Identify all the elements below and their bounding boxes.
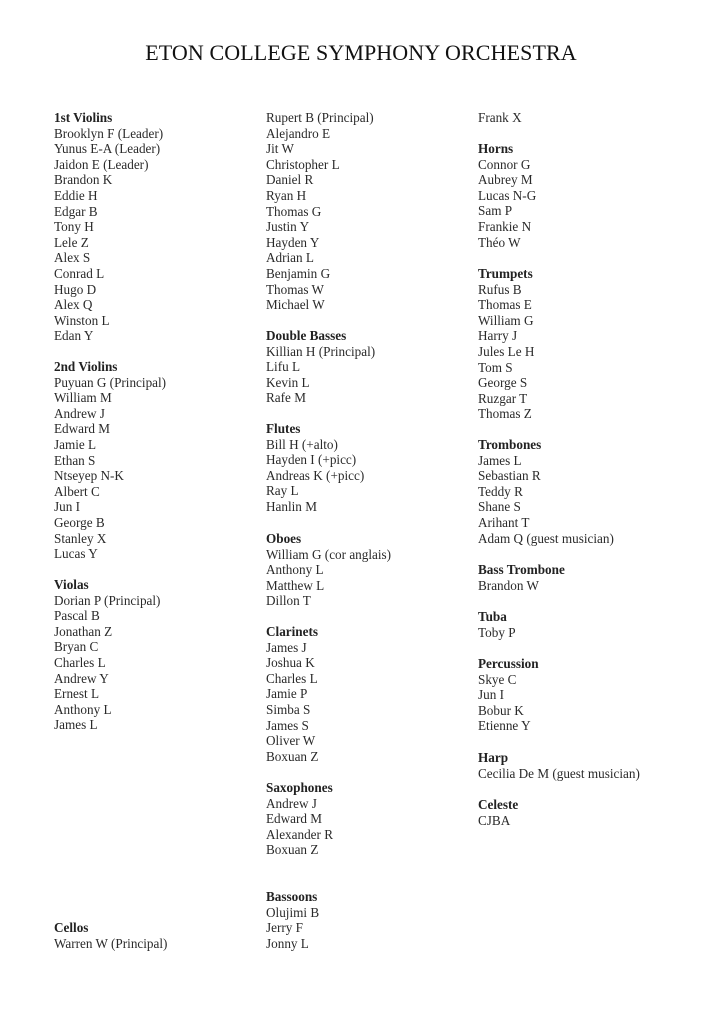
member-name: Teddy R	[478, 483, 523, 499]
member-name: Rupert B (Principal)	[266, 110, 374, 125]
member-name: Ntseyep N-K	[54, 468, 124, 484]
member-name: Ethan S	[54, 452, 96, 468]
member-name: Oliver W	[266, 733, 316, 749]
member-name: Aubrey M	[478, 172, 533, 188]
member-name: Alejandro E	[266, 125, 331, 141]
section-double-basses	[266, 328, 375, 406]
section-heading: Clarinets	[266, 624, 319, 639]
member-name: Christopher L	[266, 156, 340, 172]
member-name: Matthew L	[266, 577, 325, 593]
section-tuba	[478, 609, 516, 640]
section-bassoons	[266, 889, 319, 951]
section-heading: 2nd Violins	[54, 359, 118, 374]
member-name: Alex S	[54, 250, 91, 266]
member-name: Warren W (Principal)	[54, 935, 168, 951]
section-trombones	[478, 437, 614, 546]
member-name: Théo W	[478, 234, 521, 250]
member-name: Thomas W	[266, 281, 324, 297]
member-name: Brooklyn F (Leader)	[54, 125, 164, 141]
member-name: Brandon K	[54, 172, 113, 188]
member-name: Thomas Z	[478, 406, 532, 422]
section-heading: Celeste	[478, 797, 519, 812]
section-harp	[478, 750, 640, 781]
member-name: George S	[478, 375, 528, 391]
section-clarinets	[266, 624, 318, 764]
member-name: Frankie N	[478, 218, 532, 234]
section-horns	[478, 141, 536, 250]
member-name: Jaidon E (Leader)	[54, 156, 149, 172]
member-name: Edward M	[266, 811, 323, 827]
member-name: Andrew J	[54, 405, 105, 421]
member-name: Thomas G	[266, 203, 322, 219]
member-name: Tom S	[478, 359, 513, 375]
member-name: Justin Y	[266, 219, 310, 235]
section-celeste	[478, 797, 518, 828]
member-name: Olujimi B	[266, 904, 320, 920]
member-name: Jun I	[478, 687, 505, 703]
member-name: Ryan H	[266, 187, 307, 203]
member-name: Anthony L	[266, 562, 324, 578]
section-heading: Trumpets	[478, 266, 533, 281]
member-name: Jun I	[54, 499, 81, 515]
member-name: Charles L	[266, 670, 318, 686]
member-name: Rufus B	[478, 281, 522, 297]
member-name: Jonny L	[266, 935, 309, 951]
member-name: Ernest L	[54, 686, 100, 702]
member-name: Connor G	[478, 156, 531, 172]
member-name: Jerry F	[266, 920, 303, 936]
section-first-violins	[54, 110, 163, 344]
member-name: Arihant T	[478, 514, 530, 530]
member-name: Shane S	[478, 499, 521, 515]
member-name: Edan Y	[54, 328, 94, 344]
member-name: Killian H (Principal)	[266, 343, 376, 359]
member-name: Conrad L	[54, 265, 105, 281]
member-name: James L	[478, 452, 522, 468]
member-name: Edward M	[54, 421, 111, 437]
section-heading: Trombones	[478, 437, 542, 452]
member-name: Michael W	[266, 297, 325, 313]
member-name: Hayden I (+picc)	[266, 452, 357, 468]
section-oboes	[266, 531, 391, 609]
member-name: Bill H (+alto)	[266, 436, 338, 452]
section-heading: Horns	[478, 141, 514, 156]
section-heading: Double Basses	[266, 328, 347, 343]
member-name: Boxuan Z	[266, 842, 319, 858]
member-name: James S	[266, 717, 309, 733]
member-name: Lucas Y	[54, 546, 98, 562]
section-second-violins	[54, 359, 166, 562]
member-name: Hanlin M	[266, 498, 317, 514]
member-name: James L	[54, 717, 98, 733]
section-heading: Flutes	[266, 421, 301, 436]
section-heading: 1st Violins	[54, 110, 113, 125]
member-name: William G (cor anglais)	[266, 546, 392, 562]
member-name: Stanley X	[54, 530, 107, 546]
section-heading: Bass Trombone	[478, 562, 565, 577]
member-name: Lifu L	[266, 359, 301, 375]
member-name: Ruzgar T	[478, 390, 528, 406]
member-name: Winston L	[54, 312, 110, 328]
member-name: Bryan C	[54, 639, 99, 655]
member-name: Lucas N-G	[478, 187, 537, 203]
section-heading: Percussion	[478, 656, 539, 671]
member-name: Dillon T	[266, 593, 311, 609]
section-heading: Tuba	[478, 609, 507, 624]
member-name: Yunus E-A (Leader)	[54, 141, 161, 157]
member-name: Hugo D	[54, 281, 97, 297]
section-cellos	[54, 920, 167, 951]
member-name: CJBA	[478, 812, 511, 828]
member-name: Sebastian R	[478, 468, 541, 484]
section-cellos-continued	[266, 110, 374, 313]
member-name: Edgar B	[54, 203, 98, 219]
member-name: Thomas E	[478, 297, 532, 313]
member-name: Skye C	[478, 671, 517, 687]
member-name: George B	[54, 514, 105, 530]
member-name: Andrew J	[266, 795, 317, 811]
section-percussion	[478, 656, 539, 734]
member-name: Sam P	[478, 203, 513, 219]
member-name: Jonathan Z	[54, 623, 113, 639]
member-name: Pascal B	[54, 608, 100, 624]
member-name: Puyuan G (Principal)	[54, 374, 167, 390]
member-name: Joshua K	[266, 655, 315, 671]
member-name: Adrian L	[266, 250, 314, 266]
section-heading: Bassoons	[266, 889, 318, 904]
member-name: Ray L	[266, 483, 299, 499]
section-bassoons-continued	[478, 110, 522, 126]
member-name: Alex Q	[54, 297, 93, 313]
member-name: Simba S	[266, 701, 311, 717]
member-name: Eddie H	[54, 187, 98, 203]
section-violas	[54, 577, 160, 733]
member-name: Andreas K (+picc)	[266, 467, 365, 483]
member-name: Cecilia De M (guest musician)	[478, 765, 640, 781]
member-name: Boxuan Z	[266, 748, 319, 764]
section-bass-trombone	[478, 562, 565, 593]
member-name: Jules Le H	[478, 343, 535, 359]
member-name: Albert C	[54, 483, 100, 499]
member-name: Etienne Y	[478, 718, 531, 734]
member-name: Andrew Y	[54, 670, 109, 686]
member-name: Jamie P	[266, 686, 308, 702]
section-trumpets	[478, 266, 534, 422]
member-name: Daniel R	[266, 172, 314, 188]
member-name: Charles L	[54, 654, 106, 670]
section-heading: Violas	[54, 577, 89, 592]
page-title: ETON COLLEGE SYMPHONY ORCHESTRA	[145, 40, 577, 65]
section-saxophones	[266, 780, 333, 858]
member-name: Adam Q (guest musician)	[478, 530, 614, 546]
member-name: Tony H	[54, 219, 94, 235]
member-name: Alexander R	[266, 826, 334, 842]
member-name: Jit W	[266, 141, 294, 157]
member-name: Frank X	[478, 110, 522, 125]
member-name: William G	[478, 312, 534, 328]
member-name: Benjamin G	[266, 265, 331, 281]
member-name: Hayden Y	[266, 234, 320, 250]
member-name: James J	[266, 639, 307, 655]
member-name: Bobur K	[478, 702, 524, 718]
member-name: William M	[54, 390, 112, 406]
section-flutes	[266, 421, 364, 515]
member-name: Anthony L	[54, 701, 112, 717]
section-heading: Oboes	[266, 531, 302, 546]
member-name: Harry J	[478, 328, 518, 344]
member-name: Kevin L	[266, 374, 310, 390]
member-name: Jamie L	[54, 436, 97, 452]
member-name: Rafe M	[266, 390, 306, 406]
section-heading: Harp	[478, 750, 509, 765]
member-name: Dorian P (Principal)	[54, 592, 161, 608]
member-name: Toby P	[478, 624, 516, 640]
member-name: Brandon W	[478, 577, 539, 593]
section-heading: Cellos	[54, 920, 89, 935]
member-name: Lele Z	[54, 234, 89, 250]
section-heading: Saxophones	[266, 780, 333, 795]
